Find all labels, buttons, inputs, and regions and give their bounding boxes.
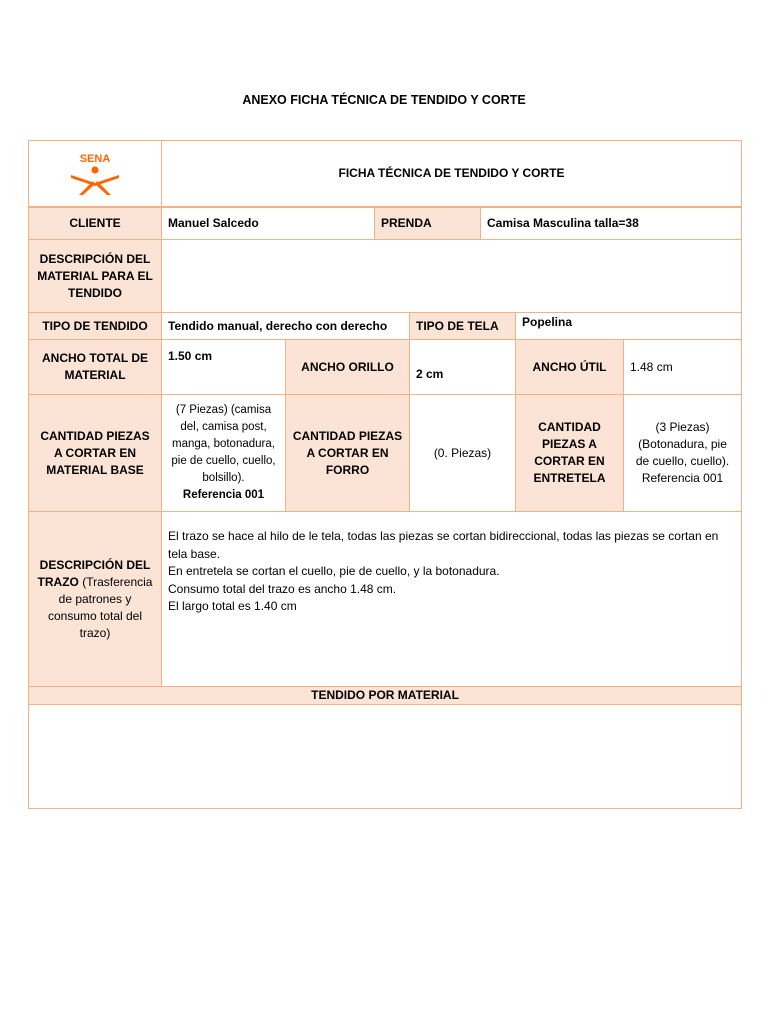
cliente-value: Manuel Salcedo	[162, 207, 375, 240]
descripcion-material-value	[162, 240, 742, 313]
ancho-util-label: ANCHO ÚTIL	[516, 340, 624, 395]
trazo-line-2: En entretela se cortan el cuello, pie de cuello, y la botonadura.	[168, 564, 500, 578]
trazo-line-3: Consumo total del trazo es ancho 1.48 cm.	[168, 581, 397, 596]
descripcion-material-label: DESCRIPCIÓN DEL MATERIAL PARA EL TENDIDO	[29, 240, 162, 313]
tendido-material-label: TENDIDO POR MATERIAL	[29, 687, 742, 705]
tipo-tela-value: Popelina	[516, 313, 742, 340]
cantidad-base-label: CANTIDAD PIEZAS A CORTAR EN MATERIAL BASE	[29, 395, 162, 512]
cantidad-entretela-value: (3 Piezas) (Botonadura, pie de cuello, cuello). Referencia 001	[624, 395, 742, 512]
logo-cell	[29, 141, 162, 207]
ancho-total-value: 1.50 cm	[162, 340, 286, 395]
ancho-total-label: ANCHO TOTAL DE MATERIAL	[29, 340, 162, 395]
ancho-util-value: 1.48 cm	[624, 340, 742, 395]
trazo-line-1: El trazo se hace al hilo de le tela, todas las piezas se cortan bidireccional, todas las piezas se cortan en tela base.	[168, 529, 719, 561]
tendido-material-value	[29, 705, 742, 809]
ancho-orillo-value: 2 cm	[410, 340, 516, 395]
trazo-line-4: El largo total es 1.40 cm	[168, 599, 297, 613]
cantidad-base-cell	[162, 395, 286, 512]
cliente-label: CLIENTE	[29, 207, 162, 240]
header-title: FICHA TÉCNICA DE TENDIDO Y CORTE	[162, 141, 742, 207]
descripcion-trazo-label-rest: (Trasferencia de patrones y consumo total del trazo)	[47, 574, 153, 640]
descripcion-trazo-value	[162, 512, 742, 687]
cantidad-base-value: (7 Piezas) (camisa del, camisa post, manga, botonadura, pie de cuello, cuello, bolsillo).	[171, 404, 276, 484]
sena-logo-icon	[65, 151, 125, 195]
descripcion-trazo-label	[29, 512, 162, 687]
sena-logo-text: SENA	[79, 153, 111, 166]
prenda-label: PRENDA	[375, 207, 481, 240]
cantidad-forro-value: (0. Piezas)	[410, 395, 516, 512]
cantidad-entretela-label: CANTIDAD PIEZAS A CORTAR EN ENTRETELA	[516, 395, 624, 512]
cantidad-forro-label: CANTIDAD PIEZAS A CORTAR EN FORRO	[286, 395, 410, 512]
descripcion-trazo-label-bold: DESCRIPCIÓN DEL TRAZO	[37, 557, 151, 589]
document-title: ANEXO FICHA TÉCNICA DE TENDIDO Y CORTE	[242, 93, 526, 107]
ficha-tecnica-table	[28, 140, 742, 809]
ancho-orillo-label: ANCHO ORILLO	[286, 340, 410, 395]
tipo-tela-label: TIPO DE TELA	[410, 313, 516, 340]
tipo-tendido-label: TIPO DE TENDIDO	[29, 313, 162, 340]
prenda-value: Camisa Masculina talla=38	[481, 207, 742, 240]
cantidad-base-ref: Referencia 001	[182, 489, 265, 501]
tipo-tendido-value: Tendido manual, derecho con derecho	[162, 313, 410, 340]
